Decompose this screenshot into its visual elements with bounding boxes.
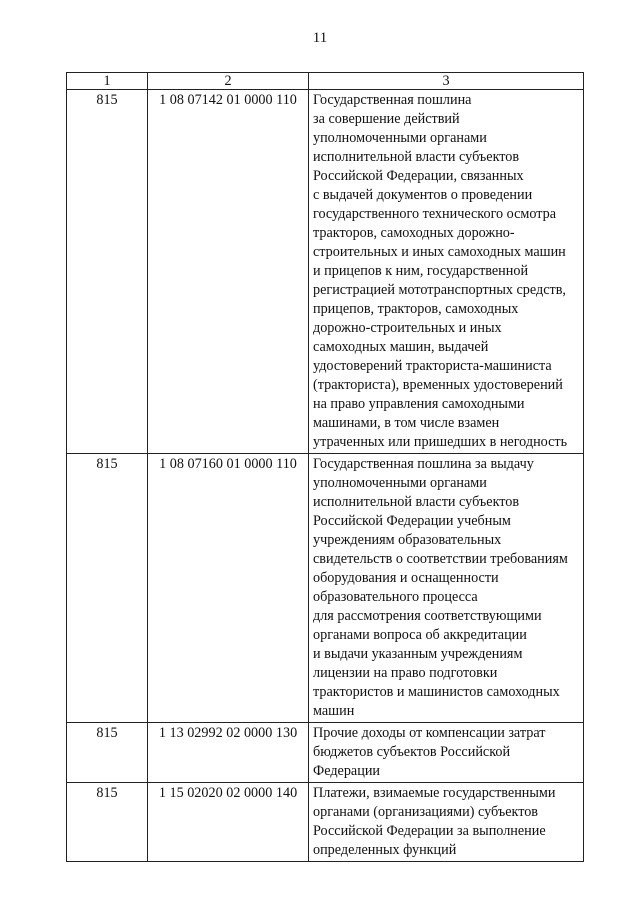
description-line: оборудования и оснащенности (313, 570, 499, 586)
description-line: бюджетов субъектов Российской (313, 744, 511, 760)
description-line: уполномоченными органами (313, 475, 487, 491)
description-line: Государственная пошлина (313, 92, 472, 108)
description-line: Прочие доходы от компенсации затрат (313, 725, 546, 741)
description-line: тракторов, самоходных дорожно- (313, 225, 515, 241)
revenue-description-cell (309, 90, 584, 454)
description-line: Платежи, взимаемые государственными (313, 785, 556, 801)
budget-classification-code-cell: 1 08 07160 01 0000 110 (148, 454, 309, 723)
revenue-description-cell (309, 783, 584, 862)
table-row (67, 90, 584, 454)
description-line: и прицепов к ним, государственной (313, 263, 529, 279)
description-line: Российской Федерации, связанных (313, 168, 524, 184)
description-line: органами вопроса об аккредитации (313, 627, 527, 643)
description-line: дорожно-строительных и иных (313, 320, 502, 336)
description-line: (тракториста), временных удостоверений (313, 377, 563, 393)
description-line: Федерации (313, 763, 381, 779)
description-line: регистрацией мототранспортных средств, (313, 282, 566, 298)
description-line: исполнительной власти субъектов (313, 149, 520, 165)
budget-classification-code-cell: 1 08 07142 01 0000 110 (148, 90, 309, 454)
description-line: государственного технического осмотра (313, 206, 557, 222)
description-line: на право управления самоходными (313, 396, 525, 412)
table-header-row (67, 73, 584, 90)
budget-classification-code-cell: 1 15 02020 02 0000 140 (148, 783, 309, 862)
description-line: свидетельств о соответствии требованиям (313, 551, 568, 567)
revenue-codes-table (66, 72, 584, 862)
description-line: для рассмотрения соответствующими (313, 608, 542, 624)
description-line: исполнительной власти субъектов (313, 494, 520, 510)
description-line: утраченных или пришедших в негодность (313, 434, 568, 450)
table-row (67, 783, 584, 862)
description-line: самоходных машин, выдачей (313, 339, 489, 355)
description-line: образовательного процесса (313, 589, 478, 605)
description-line: органами (организациями) субъектов (313, 804, 539, 820)
description-line: уполномоченными органами (313, 130, 487, 146)
column-header-3: 3 (309, 73, 584, 90)
revenue-description-cell (309, 454, 584, 723)
description-line: прицепов, тракторов, самоходных (313, 301, 519, 317)
page-number: 11 (312, 30, 328, 46)
table-row (67, 454, 584, 723)
admin-code-cell: 815 (67, 723, 148, 783)
description-line: и выдачи указанным учреждениям (313, 646, 523, 662)
description-line: с выдачей документов о проведении (313, 187, 533, 203)
description-line: трактористов и машинистов самоходных (313, 684, 560, 700)
description-line: Российской Федерации за выполнение (313, 823, 546, 839)
description-line: Российской Федерации учебным (313, 513, 511, 529)
column-header-1: 1 (67, 73, 148, 90)
admin-code-cell: 815 (67, 454, 148, 723)
budget-classification-code-cell: 1 13 02992 02 0000 130 (148, 723, 309, 783)
description-line: Государственная пошлина за выдачу (313, 456, 534, 472)
description-line: лицензии на право подготовки (313, 665, 498, 681)
admin-code-cell: 815 (67, 90, 148, 454)
description-line: машинами, в том числе взамен (313, 415, 500, 431)
description-line: удостоверений тракториста-машиниста (313, 358, 552, 374)
description-line: за совершение действий (313, 111, 460, 127)
description-line: определенных функций (313, 842, 457, 858)
description-line: строительных и иных самоходных машин (313, 244, 566, 260)
description-line: учреждениям образовательных (313, 532, 502, 548)
table-row (67, 723, 584, 783)
description-line: машин (313, 703, 355, 719)
column-header-2: 2 (148, 73, 309, 90)
revenue-description-cell (309, 723, 584, 783)
admin-code-cell: 815 (67, 783, 148, 862)
